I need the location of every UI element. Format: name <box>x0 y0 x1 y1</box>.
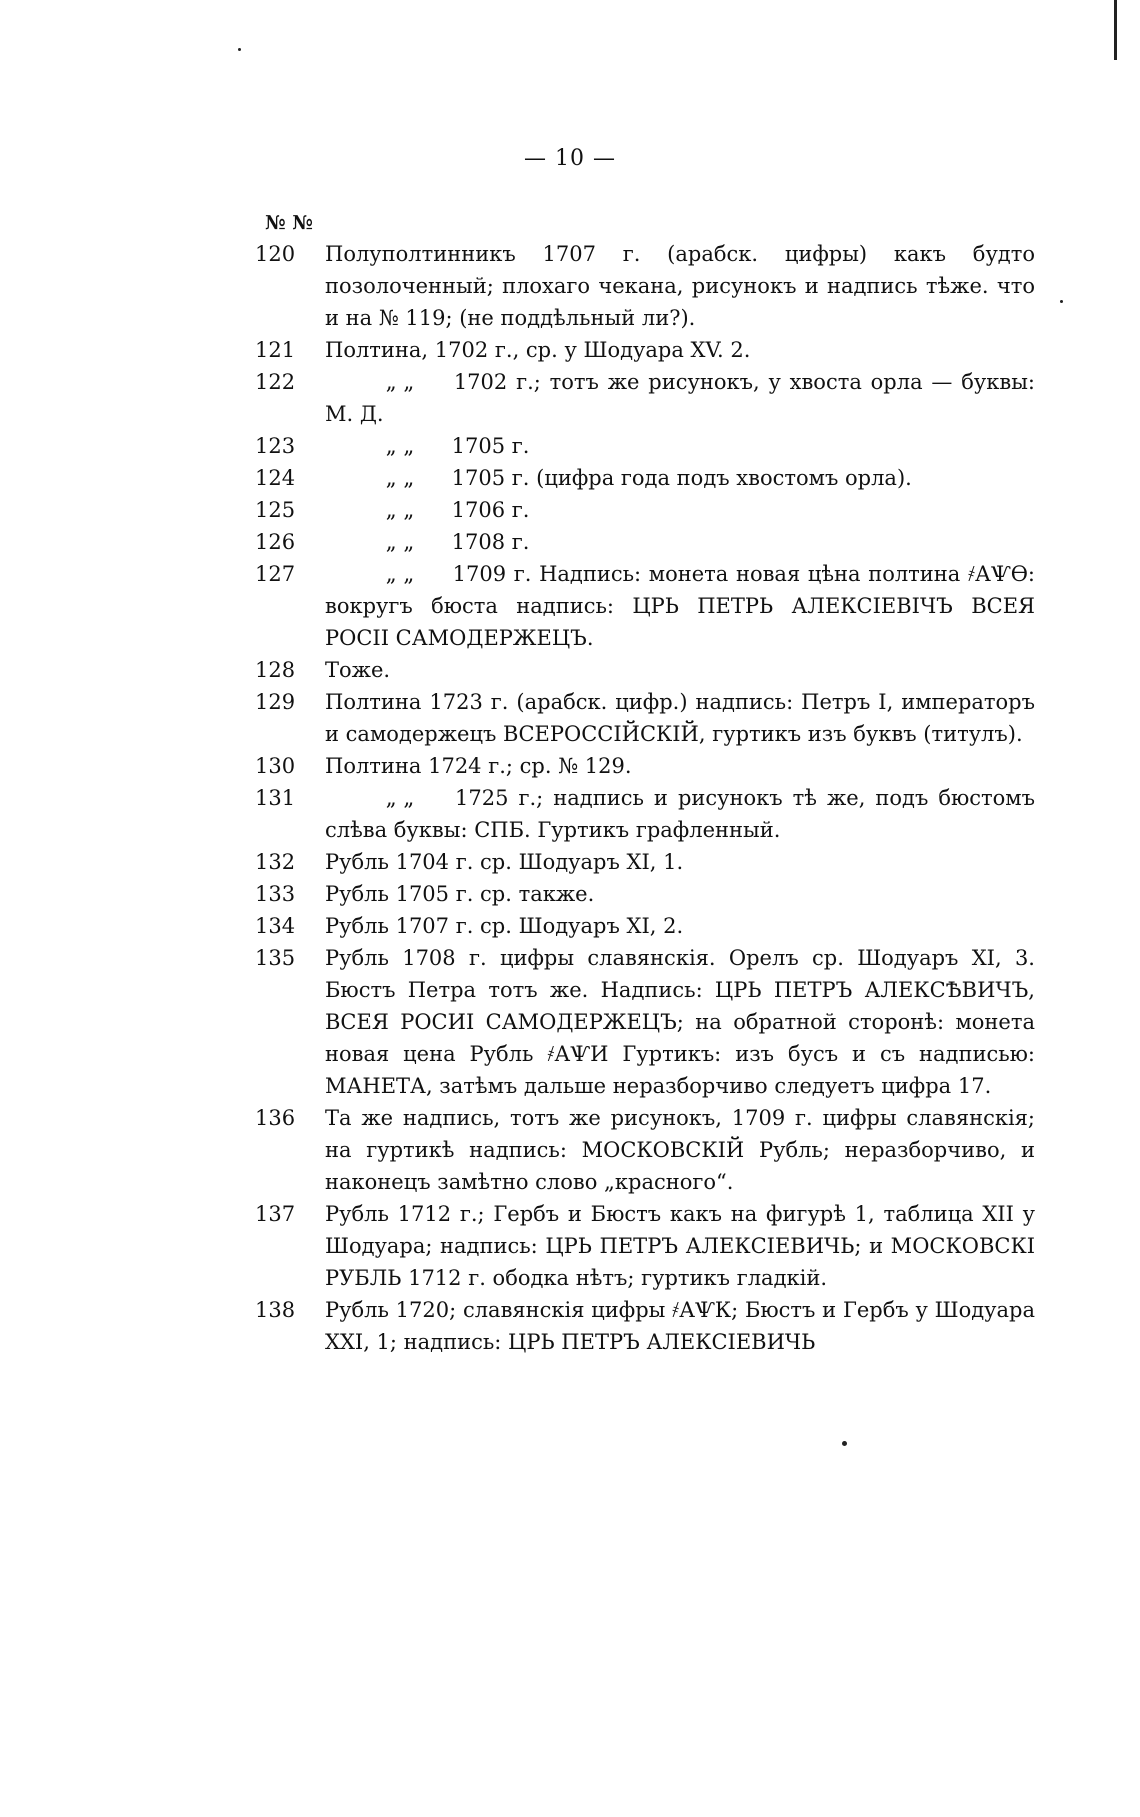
entry-body: Та же надпись, тотъ же рисунокъ, 1709 г. цифры славянскія; на гуртикѣ надпись: МОСКОВСКІЙ Рубль; неразборчиво, и наконецъ замѣтно слово „красного“. <box>325 1106 1035 1194</box>
entry-number: 128 <box>255 658 296 682</box>
entry-122 <box>255 366 1035 430</box>
entry-body: 1705 г. <box>445 434 530 458</box>
entry-body: 1705 г. (цифра года подъ хвостомъ орла). <box>445 466 912 490</box>
entry-text <box>325 1102 1035 1198</box>
entry-body: Рубль 1704 г. ср. Шодуаръ XI, 1. <box>325 850 684 874</box>
print-speck <box>238 48 241 51</box>
entry-124 <box>255 462 1035 494</box>
entry-138 <box>255 1294 1035 1358</box>
entry-number: 135 <box>255 946 296 970</box>
entry-text <box>325 686 1035 750</box>
entry-body: 1725 г.; надпись и рисунокъ тѣ же, подъ бюстомъ слѣва буквы: СПБ. Гуртикъ графленный. <box>325 786 1035 842</box>
entry-number: 132 <box>255 850 296 874</box>
entry-number: 134 <box>255 914 296 938</box>
entry-text <box>325 782 1035 846</box>
entry-number: 123 <box>255 434 296 458</box>
entry-number: 120 <box>255 242 296 266</box>
entry-text <box>325 334 1035 366</box>
entries-list <box>255 238 1035 1358</box>
entry-128 <box>255 654 1035 686</box>
entry-number: 126 <box>255 530 296 554</box>
entry-text <box>325 430 1035 462</box>
entry-number: 136 <box>255 1106 296 1130</box>
entry-129 <box>255 686 1035 750</box>
entry-135 <box>255 942 1035 1102</box>
entry-number: 137 <box>255 1202 296 1226</box>
entry-136 <box>255 1102 1035 1198</box>
entry-number: 127 <box>255 562 296 586</box>
entry-text <box>325 750 1035 782</box>
entry-body: Рубль 1712 г.; Гербъ и Бюстъ какъ на фигурѣ 1, таблица XII у Шодуара; надпись: ЦРЬ ПЕТРЪ АЛЕКСІЕВИЧЬ; и МОСКОВСКІ РУБЛЬ 1712 г. ободка нѣтъ; гуртикъ гладкій. <box>325 1202 1035 1290</box>
print-speck <box>1060 300 1063 303</box>
entry-number: 130 <box>255 754 296 778</box>
entry-123 <box>255 430 1035 462</box>
entry-number: 133 <box>255 882 296 906</box>
ditto-mark: „ „ <box>385 466 415 490</box>
entry-text <box>325 1198 1035 1294</box>
ditto-mark: „ „ <box>385 562 415 586</box>
ditto-mark: „ „ <box>385 370 415 394</box>
entry-text <box>325 494 1035 526</box>
page-edge-mark <box>1114 0 1117 60</box>
entry-number: 129 <box>255 690 296 714</box>
entry-body: 1708 г. <box>445 530 530 554</box>
entry-number: 125 <box>255 498 296 522</box>
entry-text <box>325 238 1035 334</box>
entry-121 <box>255 334 1035 366</box>
entry-body: 1702 г.; тотъ же рисунокъ, у хвоста орла — буквы: М. Д. <box>325 370 1035 426</box>
entry-body: Полтина, 1702 г., ср. у Шодуара XV. 2. <box>325 338 751 362</box>
entry-text <box>325 910 1035 942</box>
entry-body: Полтина 1723 г. (арабск. цифр.) надпись: Петръ I, императоръ и самодержецъ ВСЕРОССІЙСКІЙ, гуртикъ изъ буквъ (титулъ). <box>325 690 1035 746</box>
entry-125 <box>255 494 1035 526</box>
entry-126 <box>255 526 1035 558</box>
entry-number: 124 <box>255 466 296 490</box>
entry-134 <box>255 910 1035 942</box>
entry-body: Полтина 1724 г.; ср. № 129. <box>325 754 632 778</box>
ditto-mark: „ „ <box>385 786 415 810</box>
entry-body: 1709 г. Надпись: монета новая цѣна полтина ҂АѰѲ: вокругъ бюста надпись: ЦРЬ ПЕТРЬ АЛЕКСІЕВІЧЪ ВСЕЯ РОСІІ САМОДЕРЖЕЦЪ. <box>325 562 1035 650</box>
entry-text <box>325 846 1035 878</box>
entry-text <box>325 1294 1035 1358</box>
entry-137 <box>255 1198 1035 1294</box>
entry-120 <box>255 238 1035 334</box>
entry-text <box>325 526 1035 558</box>
entry-text <box>325 878 1035 910</box>
numbering-column-header: № № <box>265 212 313 234</box>
entry-body: Рубль 1705 г. ср. также. <box>325 882 595 906</box>
entry-body: 1706 г. <box>445 498 530 522</box>
entry-body: Рубль 1720; славянскія цифры ҂АѰК; Бюстъ и Гербъ у Шодуара XXI, 1; надпись: ЦРЬ ПЕТРЪ АЛЕКСІЕВИЧЬ <box>325 1298 1035 1354</box>
ditto-mark: „ „ <box>385 530 415 554</box>
entry-133 <box>255 878 1035 910</box>
ditto-mark: „ „ <box>385 498 415 522</box>
entry-127 <box>255 558 1035 654</box>
entry-body: Тоже. <box>325 658 391 682</box>
entry-body: Рубль 1707 г. ср. Шодуаръ XI, 2. <box>325 914 684 938</box>
entry-number: 122 <box>255 370 296 394</box>
entry-text <box>325 942 1035 1102</box>
entry-number: 138 <box>255 1298 296 1322</box>
entry-text <box>325 654 1035 686</box>
entry-number: 121 <box>255 338 296 362</box>
entry-text <box>325 558 1035 654</box>
ditto-mark: „ „ <box>385 434 415 458</box>
page-number: — 10 — <box>524 146 616 171</box>
entry-body: Полуполтинникъ 1707 г. (арабск. цифры) какъ будто позолоченный; плохаго чекана, рисунокъ и надпись тѣже. что и на № 119; (не поддѣльный ли?). <box>325 242 1035 330</box>
entry-131 <box>255 782 1035 846</box>
entry-130 <box>255 750 1035 782</box>
entry-text <box>325 462 1035 494</box>
entry-text <box>325 366 1035 430</box>
entry-body: Рубль 1708 г. цифры славянскія. Орелъ ср. Шодуаръ XI, 3. Бюстъ Петра тотъ же. Надпись: ЦРЬ ПЕТРЪ АЛЕКСѢВИЧЪ, ВСЕЯ РОСИІ САМОДЕРЖЕЦЪ; на обратной сторонѣ: монета новая цена Рубль ҂АѰИ Гуртикъ: изъ бусъ и съ надписью: МАНЕТА, затѣмъ дальше неразборчиво следуетъ цифра 17. <box>325 946 1035 1098</box>
entry-132 <box>255 846 1035 878</box>
entry-number: 131 <box>255 786 296 810</box>
print-speck <box>842 1441 847 1446</box>
